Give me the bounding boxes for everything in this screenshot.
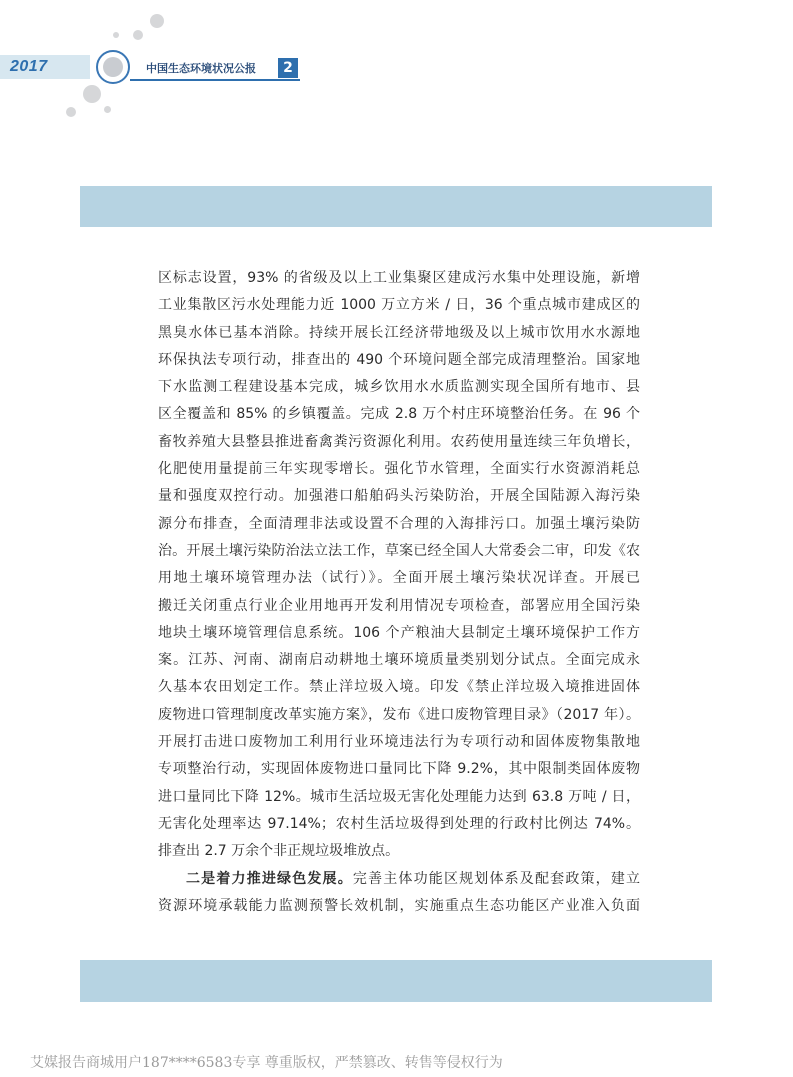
text-line: 废物进口管理制度改革实施方案》，发布《进口废物管理目录》（2017 年）。	[158, 706, 640, 723]
text-line: 开展打击进口废物加工利用行业环境违法行为专项行动和固体废物集散地	[158, 734, 640, 751]
page-number: 2	[278, 58, 298, 78]
paragraph-2-text: 完善主体功能区规划体系及配套政策，建立	[352, 870, 641, 887]
text-line: 久基本农田划定工作。禁止洋垃圾入境。印发《禁止洋垃圾入境推进固体	[158, 679, 640, 696]
decor-dot	[83, 85, 101, 103]
text-line: 环保执法专项行动，排查出的 490 个环境问题全部完成清理整治。国家地	[158, 351, 640, 368]
text-line: 排查出 2.7 万余个非正规垃圾堆放点。	[158, 843, 400, 860]
text-line: 量和强度双控行动。加强港口船舶码头污染防治，开展全国陆源入海污染	[158, 488, 640, 505]
paragraph-2-line-1	[158, 866, 640, 893]
header-year: 2017	[10, 58, 48, 75]
text-line: 工业集散区污水处理能力近 1000 万立方米 / 日，36 个重点城市建成区的	[158, 297, 640, 314]
text-line: 下水监测工程建设基本完成，城乡饮用水水质监测实现全国所有地市、县	[158, 379, 640, 396]
text-line: 区标志设置，93% 的省级及以上工业集聚区建成污水集中处理设施，新增	[158, 270, 640, 286]
header-underline	[130, 79, 300, 81]
text-line: 无害化处理率达 97.14%；农村生活垃圾得到处理的行政村比例达 74%。	[158, 815, 640, 832]
paragraph-2-lead: 二是着力推进绿色发展。	[186, 870, 353, 887]
text-line: 区全覆盖和 85% 的乡镇覆盖。完成 2.8 万个村庄环境整治任务。在 96 个	[158, 406, 640, 423]
text-line: 化肥使用量提前三年实现零增长。强化节水管理，全面实行水资源消耗总	[158, 461, 640, 478]
text-line: 黑臭水体已基本消除。持续开展长江经济带地级及以上城市饮用水水源地	[158, 324, 640, 341]
decor-dot	[133, 30, 143, 40]
text-line: 进口量同比下降 12%。城市生活垃圾无害化处理能力达到 63.8 万吨 / 日，	[158, 788, 640, 805]
text-line: 用地土壤环境管理办法（试行）》。全面开展土壤污染状况详查。开展已	[158, 570, 640, 587]
header-title: 中国生态环境状况公报	[146, 62, 256, 75]
bottom-banner	[80, 960, 712, 1002]
text-line: 案。江苏、河南、湖南启动耕地土壤环境质量类别划分试点。全面完成永	[158, 652, 640, 669]
header-logo-icon	[96, 50, 130, 84]
text-line: 治。开展土壤污染防治法立法工作，草案已经全国人大常委会二审，印发《农	[158, 542, 640, 559]
text-line: 资源环境承载能力监测预警长效机制，实施重点生态功能区产业准入负面	[158, 897, 640, 914]
text-line: 源分布排查，全面清理非法或设置不合理的入海排污口。加强土壤污染防	[158, 515, 640, 532]
copyright-notice: 艾媒报告商城用户187****6583专享 尊重版权，严禁篡改、转售等侵权行为	[30, 1055, 503, 1071]
text-line: 搬迁关闭重点行业企业用地再开发利用情况专项检查，部署应用全国污染	[158, 597, 640, 614]
top-banner	[80, 186, 712, 227]
decor-dot	[150, 14, 164, 28]
decor-dot	[66, 107, 76, 117]
text-line: 专项整治行动，实现固体废物进口量同比下降 9.2%，其中限制类固体废物	[158, 761, 640, 778]
text-line: 地块土壤环境管理信息系统。106 个产粮油大县制定土壤环境保护工作方	[158, 624, 640, 641]
decor-dot	[104, 106, 111, 113]
text-line: 畜牧养殖大县整县推进畜禽粪污资源化利用。农药使用量连续三年负增长，	[158, 433, 640, 450]
body-text	[158, 265, 640, 920]
decor-dot	[113, 32, 119, 38]
